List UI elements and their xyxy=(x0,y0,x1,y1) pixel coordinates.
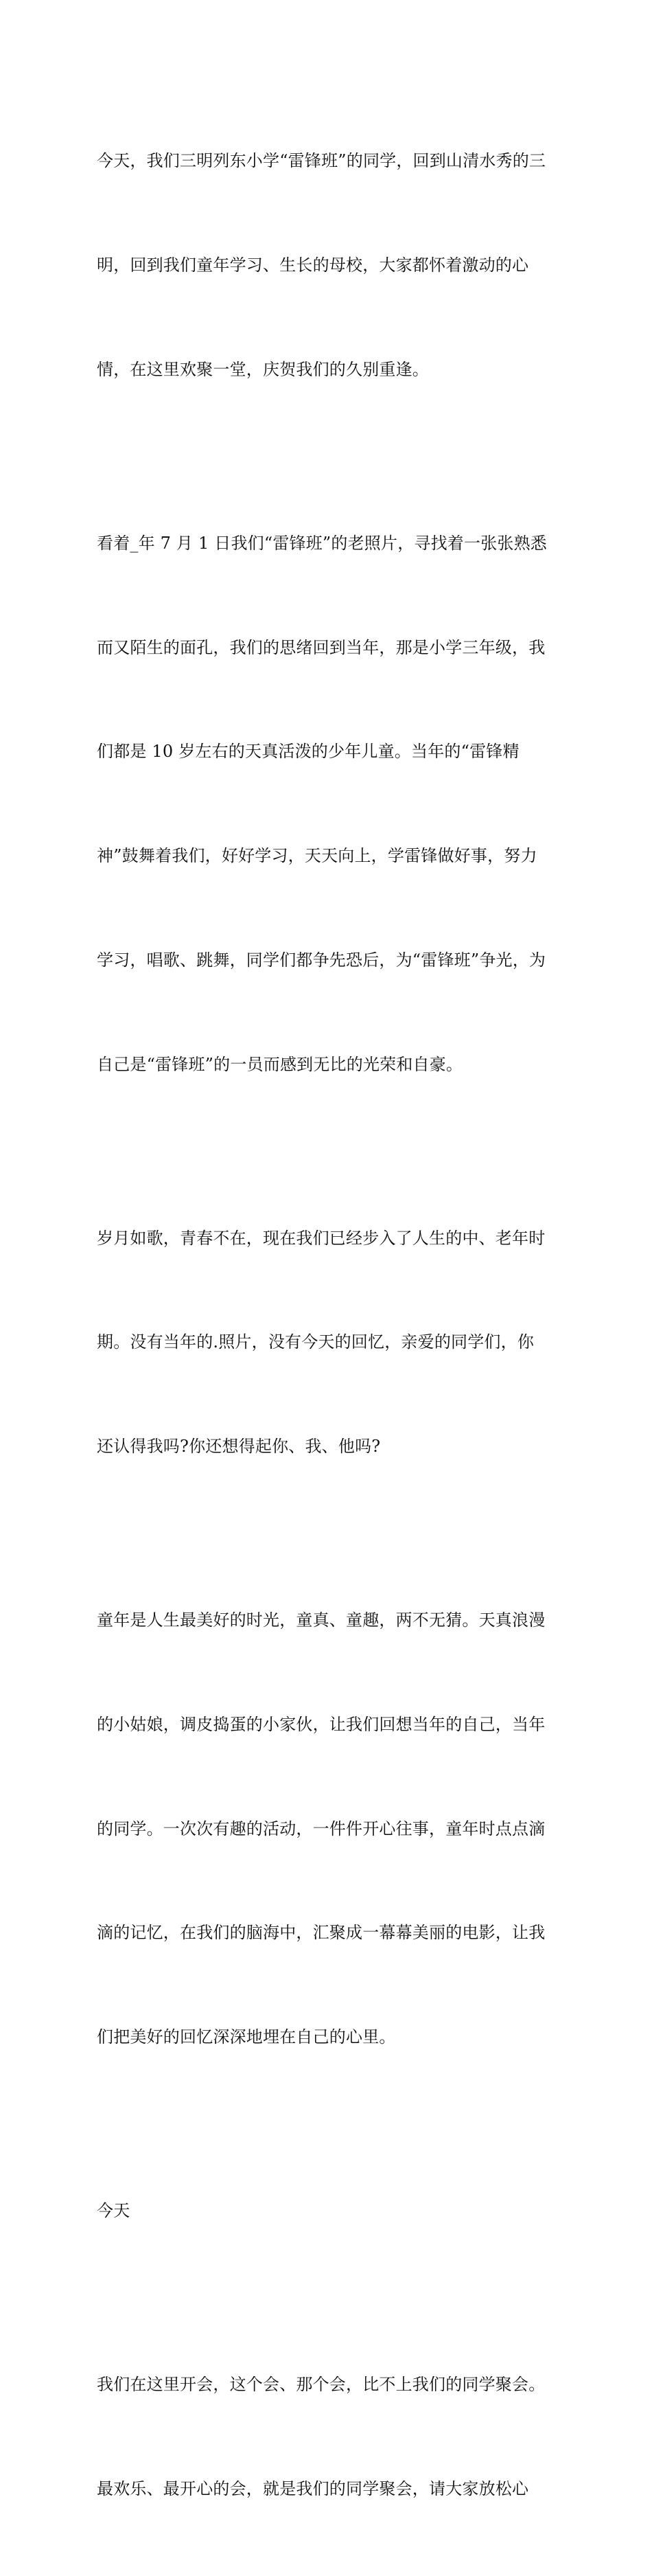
text-line: 们都是 10 岁左右的天真活泼的少年儿童。当年的“雷锋精 xyxy=(97,742,520,762)
text-line: 最欢乐、最开心的会，就是我们的同学聚会，请大家放松心 xyxy=(97,2478,529,2498)
document-body xyxy=(97,74,560,2576)
text-line: 的小姑娘，调皮捣蛋的小家伙，让我们回想当年的自己，当年 xyxy=(97,1714,546,1734)
text-line: 神”鼓舞着我们，好好学习，天天向上，学雷锋做好事，努力 xyxy=(97,846,537,866)
text-line: 看着_年 7 月 1 日我们“雷锋班”的老照片，寻找着一张张熟悉 xyxy=(97,533,547,553)
text-line: 我们在这里开会，这个会、那个会，比不上我们的同学聚会。 xyxy=(97,2375,546,2395)
text-line: 今天，我们三明列东小学“雷锋班”的同学，回到山清水秀的三 xyxy=(97,151,546,171)
paragraph-3 xyxy=(97,1151,560,1534)
paragraph-6 xyxy=(97,2298,560,2576)
paragraph-5 xyxy=(97,2124,560,2298)
text-line: 的同学。一次次有趣的活动，一件件开心往事，童年时点点滴 xyxy=(97,1819,546,1838)
text-line: 情，在这里欢聚一堂，庆贺我们的久别重逢。 xyxy=(97,359,429,379)
text-line: 们把美好的回忆深深地埋在自己的心里。 xyxy=(97,2027,396,2047)
text-line: 明，回到我们童年学习、生长的母校，大家都怀着激动的心 xyxy=(97,255,529,275)
text-line: 岁月如歌，青春不在，现在我们已经步入了人生的中、老年时 xyxy=(97,1228,546,1248)
paragraph-2 xyxy=(97,457,560,1152)
text-line: 童年是人生最美好的时光，童真、童趣，两不无猜。天真浪漫 xyxy=(97,1610,546,1630)
text-line: 今天 xyxy=(97,2201,130,2221)
text-line: 期。没有当年的.照片，没有今天的回忆，亲爱的同学们，你 xyxy=(97,1332,535,1352)
text-line: 滴的记忆，在我们的脑海中，汇聚成一幕幕美丽的电影，让我 xyxy=(97,1923,546,1943)
paragraph-1 xyxy=(97,74,560,457)
paragraph-4 xyxy=(97,1534,560,2124)
text-line: 还认得我吗?你还想得起你、我、他吗? xyxy=(97,1437,381,1457)
text-line: 学习，唱歌、跳舞，同学们都争先恐后，为“雷锋班”争光，为 xyxy=(97,950,546,970)
text-line: 而又陌生的面孔，我们的思绪回到当年，那是小学三年级，我 xyxy=(97,637,546,657)
text-line: 自己是“雷锋班”的一员而感到无比的光荣和自豪。 xyxy=(97,1054,463,1074)
